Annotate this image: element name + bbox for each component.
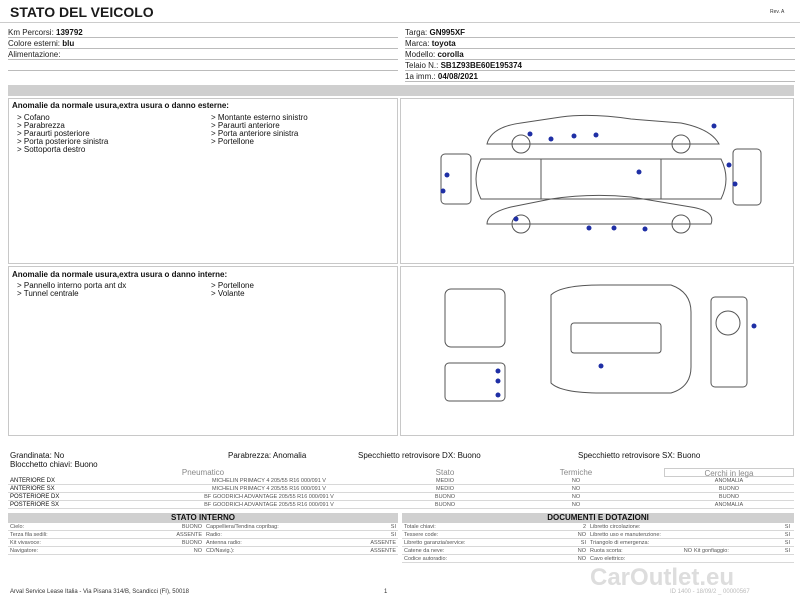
tyres-header-cerchi: Cerchi in lega xyxy=(664,468,794,477)
damage-item: > Tunnel centrale xyxy=(17,289,79,298)
revision-label: Rev. A xyxy=(770,9,785,15)
table-row: Cielo: BUONO Cappelliera/Tendina copribag: SI xyxy=(10,524,396,530)
check-parabrezza: Parabrezza: Anomalia xyxy=(228,451,307,460)
damage-item: > Parabrezza xyxy=(17,121,65,130)
right-fields xyxy=(405,27,795,82)
tyres-header-pneumatico: Pneumatico xyxy=(181,468,225,477)
damage-item: > Volante xyxy=(211,289,245,298)
damage-dot xyxy=(549,137,554,142)
damage-item: > Paraurti anteriore xyxy=(211,121,280,130)
page-title: STATO DEL VEICOLO xyxy=(10,4,154,20)
check-specchio-dx: Specchietto retrovisore DX: Buono xyxy=(358,451,481,460)
field-colore: Colore esterni: blu xyxy=(8,38,398,49)
table-row: Totale chiavi: 2 Libretto circolazione: SI xyxy=(402,523,794,531)
damage-dot xyxy=(496,369,501,374)
damage-dot xyxy=(496,393,501,398)
table-row: Catene da neve: NO Ruota scorta: NO Kit gonfiaggio: SI xyxy=(402,547,794,555)
docs-title: DOCUMENTI E DOTAZIONI xyxy=(402,513,794,523)
damage-dot xyxy=(599,364,604,369)
damage-item: > Sottoporta destro xyxy=(17,145,86,154)
field-marca: Marca: toyota xyxy=(405,38,795,49)
damage-item: > Cofano xyxy=(17,113,50,122)
car-rear-view xyxy=(733,149,761,205)
internal-damage-title: Anomalie da normale usura,extra usura o danno interne: xyxy=(12,270,228,279)
check-specchio-sx: Specchietto retrovisore SX: Buono xyxy=(578,451,701,460)
external-damage-col1 xyxy=(17,114,108,154)
field-immatricolazione: 1a imm.: 04/08/2021 xyxy=(405,71,795,82)
left-fields xyxy=(8,27,398,71)
field-empty xyxy=(8,60,398,71)
tailgate-view xyxy=(711,297,747,387)
damage-dot xyxy=(733,182,738,187)
damage-dot xyxy=(587,226,592,231)
check-chiavi: Blocchetto chiavi: Buono xyxy=(10,460,98,469)
damage-dot xyxy=(514,217,519,222)
table-row: Kit vivavoce: BUONO Antenna radio: ASSENTE xyxy=(10,540,396,546)
table-row: ANTERIORE DX MICHELIN PRIMACY 4 205/55 R16 000/091 V MEDIO NO ANOMALIA xyxy=(8,477,794,485)
field-modello: Modello: corolla xyxy=(405,49,795,60)
damage-dot xyxy=(612,226,617,231)
car-plan-view xyxy=(476,159,726,199)
car-interior-drawing xyxy=(401,267,795,437)
table-row: POSTERIORE SX BF GOODRICH ADVANTAGE 205/55 R16 000/091 V BUONO NO ANOMALIA xyxy=(8,501,794,509)
damage-dot xyxy=(637,170,642,175)
damage-item: > Montante esterno sinistro xyxy=(211,113,308,122)
table-row: Codice autoradio: NO Cavo elettrico: xyxy=(402,555,794,563)
damage-dot xyxy=(752,324,757,329)
table-row: POSTERIORE DX BF GOODRICH ADVANTAGE 205/55 R16 000/091 V BUONO NO BUONO xyxy=(8,493,794,501)
interior-title: STATO INTERNO xyxy=(8,513,398,523)
interior-section xyxy=(8,513,398,555)
external-damage-title: Anomalie da normale usura,extra usura o danno esterne: xyxy=(12,101,229,110)
field-telaio: Telaio N.: SB1Z93BE60E195374 xyxy=(405,60,795,71)
damage-item: > Porta anteriore sinistra xyxy=(211,129,299,138)
external-damage-panel xyxy=(8,98,398,264)
damage-dot xyxy=(712,124,717,129)
table-row: Libretto garanzia/service: SI Triangolo di emergenza: SI xyxy=(402,539,794,547)
external-car-diagram xyxy=(400,98,794,264)
damage-dot xyxy=(445,173,450,178)
tyres-table xyxy=(8,468,794,510)
damage-dot xyxy=(528,132,533,137)
field-targa: Targa: GN995XF xyxy=(405,27,795,38)
title-divider xyxy=(0,22,800,23)
cabin-plan-view xyxy=(551,285,691,393)
door-panel-view xyxy=(445,289,505,347)
damage-dot xyxy=(727,163,732,168)
tyres-header-termiche: Termiche xyxy=(559,468,593,477)
damage-item: > Porta posteriore sinistra xyxy=(17,137,109,146)
footer-address: Arval Service Lease Italia - Via Pisana 314/B, Scandicci (FI), 50018 xyxy=(10,589,189,595)
internal-damage-col1 xyxy=(17,282,126,298)
check-grandinata: Grandinata: No xyxy=(10,451,65,460)
field-km: Km Percorsi: 139792 xyxy=(8,27,398,38)
damage-dot xyxy=(643,227,648,232)
car-front-view xyxy=(441,154,471,204)
car-exterior-drawing xyxy=(401,99,795,265)
damage-dot xyxy=(594,133,599,138)
steering-wheel-view xyxy=(716,311,740,335)
field-alimentazione: Alimentazione: xyxy=(8,49,398,60)
external-damage-col2 xyxy=(211,114,308,146)
damage-item: > Portellone xyxy=(211,281,254,290)
docs-section xyxy=(402,513,794,563)
damage-dot xyxy=(441,189,446,194)
internal-damage-panel xyxy=(8,266,398,436)
watermark-logo: CarOutlet.eu xyxy=(590,564,735,591)
damage-dot xyxy=(496,379,501,384)
damage-item: > Portellone xyxy=(211,137,254,146)
car-side-view-bottom xyxy=(487,195,712,224)
section-band xyxy=(8,85,794,96)
damage-item: > Pannello interno porta ant dx xyxy=(17,281,127,290)
table-row: ANTERIORE SX MICHELIN PRIMACY 4 205/55 R16 000/091 V MEDIO NO BUONO xyxy=(8,485,794,493)
footer-code: ID 1400 - 18/09/2 _ 00000567 xyxy=(670,589,750,595)
table-row: Navigatore: NO CD/Navig.): ASSENTE xyxy=(10,548,396,554)
table-row: Terza fila sedili: ASSENTE Radio: SI xyxy=(10,532,396,538)
car-side-view-top xyxy=(487,115,719,144)
internal-damage-col2 xyxy=(211,282,254,298)
footer-page-number: 1 xyxy=(384,589,388,595)
table-row: Tessere code: NO Libretto uso e manutenzione: SI xyxy=(402,531,794,539)
internal-car-diagram xyxy=(400,266,794,436)
tyres-header-stato: Stato xyxy=(435,468,455,477)
damage-item: > Paraurti posteriore xyxy=(17,129,90,138)
damage-dot xyxy=(572,134,577,139)
